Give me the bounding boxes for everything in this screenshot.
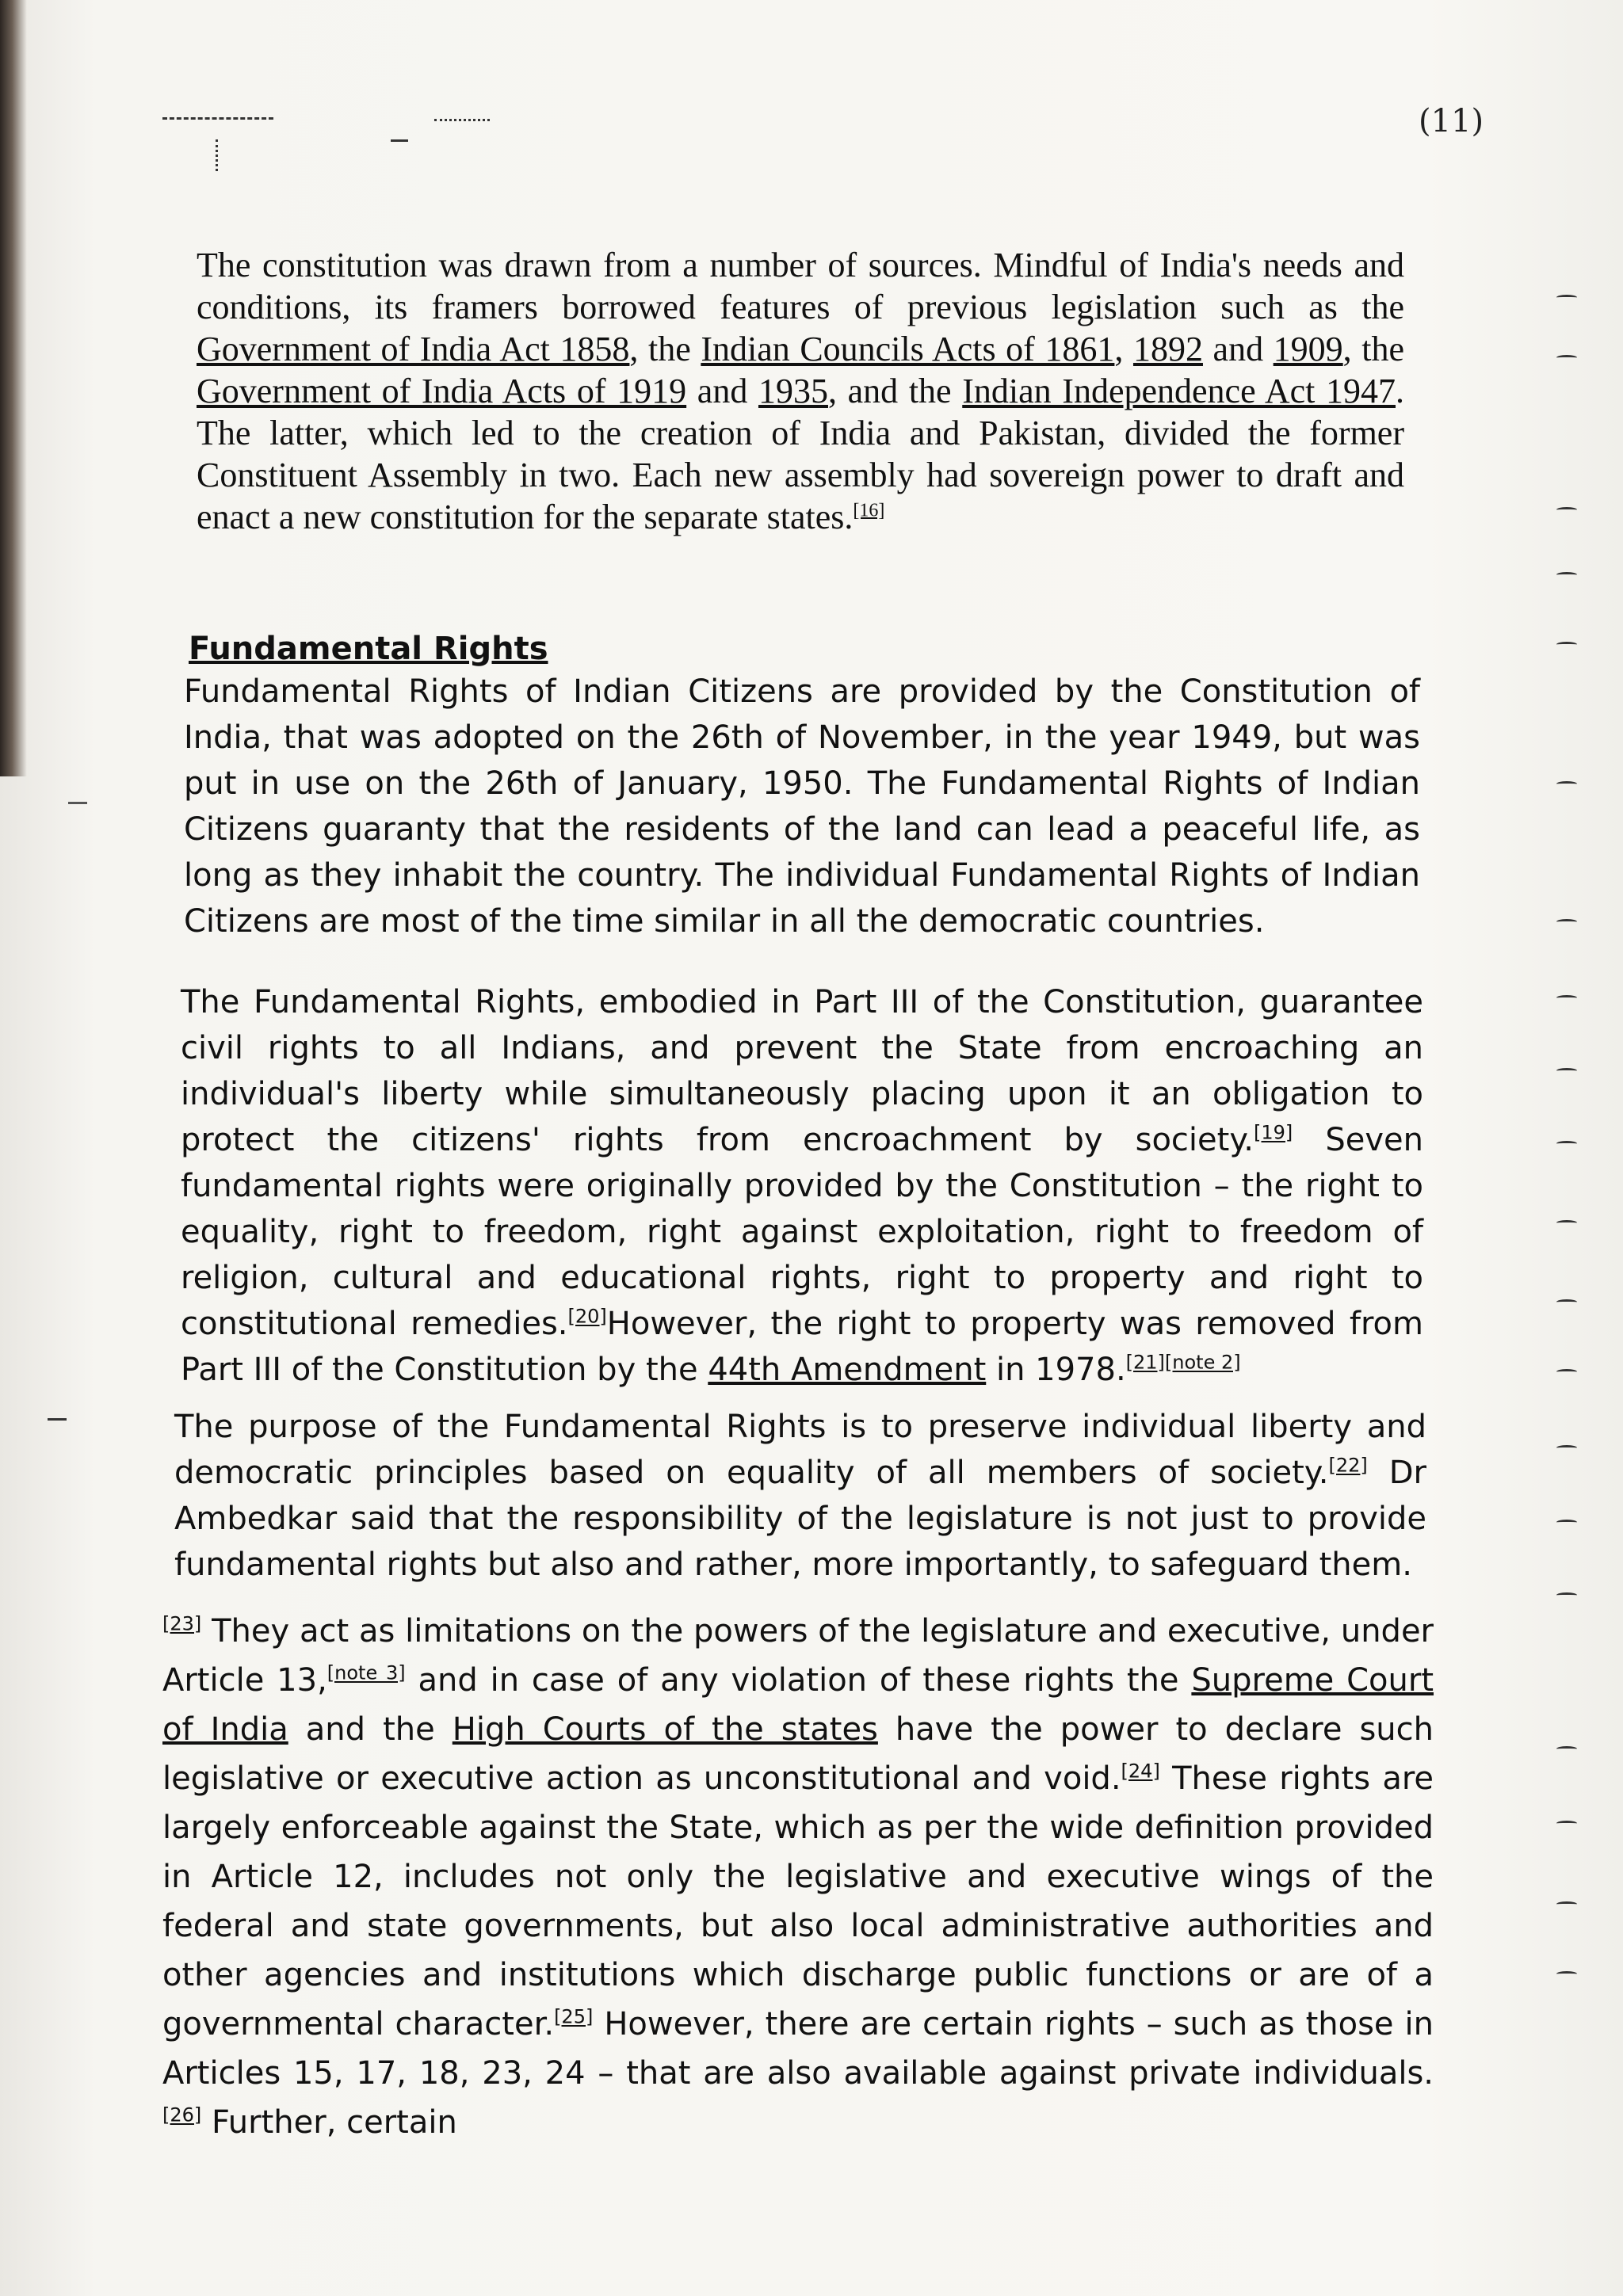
citation-26[interactable]: [26] bbox=[162, 2103, 202, 2126]
citation-22[interactable]: [22] bbox=[1328, 1454, 1368, 1477]
handwritten-mark bbox=[391, 139, 408, 142]
intro-text-part: The constitution was drawn from a number of sources. Mindful of India's needs and conditions, its framers borrowed features of previous legislation such as the bbox=[197, 246, 1404, 326]
margin-mark bbox=[48, 1418, 67, 1421]
citation-19[interactable]: [19] bbox=[1254, 1121, 1293, 1144]
intro-text-part: and bbox=[686, 372, 758, 410]
para-text: Seven fundamental rights were originally provided by the Constitution – the right to equality, right to freedom, right against exploitation, right to freedom of religion, cultural and educational rights, right to property and right to constitutional remedies. bbox=[181, 1122, 1423, 1342]
para-text: Further, certain bbox=[201, 2104, 457, 2141]
intro-paragraph bbox=[197, 244, 1404, 538]
rights-paragraph-3-text bbox=[174, 1404, 1426, 1588]
citation-note-3[interactable]: [note 3] bbox=[327, 1661, 406, 1684]
link-govt-india-acts-1919[interactable]: Government of India Acts of 1919 bbox=[197, 372, 687, 410]
para-text: and the bbox=[288, 1711, 453, 1748]
intro-text-part: , and the bbox=[827, 372, 963, 410]
margin-mark bbox=[1556, 1592, 1577, 1598]
link-1892[interactable]: 1892 bbox=[1132, 330, 1203, 368]
citation-21-note-2[interactable]: [21][note 2] bbox=[1125, 1351, 1241, 1374]
intro-text-part: , bbox=[1114, 330, 1133, 368]
page-number: (11) bbox=[1419, 103, 1484, 139]
rights-paragraph-2 bbox=[181, 979, 1423, 1393]
para-text: However, there are certain rights – such as those in Articles 15, 17, 18, 23, 24 – that are also available against private individuals. bbox=[162, 2006, 1434, 2092]
margin-mark bbox=[1556, 572, 1577, 578]
intro-text-part: , the bbox=[1342, 330, 1404, 368]
intro-text-part: , the bbox=[629, 330, 701, 368]
handwritten-mark bbox=[216, 139, 221, 171]
handwritten-mark bbox=[434, 119, 490, 124]
para-text: They act as limitations on the powers of the legislature and executive, under Article 13, bbox=[162, 1613, 1434, 1699]
intro-text-part: . The latter, which led to the creation of India and Pakistan, divided the former Constituent Assembly in two. Each new assembly had sovereign power to draft and enact a new constitution for the separate states. bbox=[197, 372, 1404, 536]
intro-text-part: and bbox=[1202, 330, 1274, 368]
rights-paragraph-4 bbox=[162, 1607, 1434, 2147]
margin-mark bbox=[1556, 1141, 1577, 1146]
citation-16[interactable]: [16] bbox=[853, 500, 885, 521]
page-edge-shadow bbox=[0, 0, 27, 776]
margin-mark bbox=[1556, 1746, 1577, 1752]
margin-mark bbox=[1556, 295, 1577, 300]
para-text: The Fundamental Rights, embodied in Part III of the Constitution, guarantee civil rights to all Indians, and prevent the State from encroaching an individual's liberty while simultaneously placing upon it an obligation to protect the citizens' rights from encroachment by society. bbox=[181, 984, 1423, 1158]
link-high-courts-of-the-states[interactable]: High Courts of the states bbox=[452, 1711, 878, 1748]
margin-mark bbox=[1556, 995, 1577, 1001]
citation-20[interactable]: [20] bbox=[567, 1305, 607, 1328]
margin-mark bbox=[1556, 919, 1577, 925]
margin-mark bbox=[1556, 1068, 1577, 1074]
citation-23[interactable]: [23] bbox=[162, 1612, 202, 1635]
margin-mark bbox=[1556, 1445, 1577, 1451]
page-number-text: 11 bbox=[1430, 103, 1472, 139]
para-text: Dr Ambedkar said that the responsibility of the legislature is not just to provide fundamental rights but also and rather, more importantly, to safeguard them. bbox=[174, 1455, 1426, 1583]
rights-paragraph-2-text bbox=[181, 979, 1423, 1393]
margin-mark bbox=[1556, 1299, 1577, 1305]
rights-paragraph-3 bbox=[174, 1404, 1426, 1588]
link-govt-india-act-1858[interactable]: Government of India Act 1858 bbox=[197, 330, 630, 368]
citation-25[interactable]: [25] bbox=[554, 2005, 594, 2028]
link-1935[interactable]: 1935 bbox=[758, 372, 828, 410]
margin-mark bbox=[1556, 781, 1577, 787]
rights-paragraph-1-text: Fundamental Rights of Indian Citizens are provided by the Constitution of India, that was adopted on the 26th of November, in the year 1949, but was put in use on the 26th of January, 1950. The Fundamental Rights of Indian Citizens guaranty that the residents of the land can lead a peaceful life, as long as they inhabit the country. The individual Fundamental Rights of Indian Citizens are most of the time similar in all the democratic countries. bbox=[184, 673, 1420, 940]
link-indian-independence-act-1947[interactable]: Indian Independence Act 1947 bbox=[962, 372, 1396, 410]
para-text: and in case of any violation of these rights the bbox=[405, 1662, 1192, 1699]
margin-mark bbox=[1556, 1520, 1577, 1525]
para-text: The purpose of the Fundamental Rights is to preserve individual liberty and democratic principles based on equality of all members of society. bbox=[174, 1409, 1426, 1491]
link-44th-amendment[interactable]: 44th Amendment bbox=[708, 1352, 987, 1388]
margin-mark bbox=[68, 802, 87, 804]
para-text: have the power to declare such legislative or executive action as unconstitutional and void. bbox=[162, 1711, 1434, 1797]
handwritten-mark bbox=[162, 117, 273, 123]
para-text: These rights are largely enforceable against the State, which as per the wide definition provided in Article 12, includes not only the legislative and executive wings of the federal and state governments, but also local administrative authorities and other agencies and institutions which discharge public functions or are of a governmental character. bbox=[162, 1760, 1434, 2042]
rights-paragraph-4-text bbox=[162, 1607, 1434, 2147]
citation-24[interactable]: [24] bbox=[1121, 1760, 1160, 1783]
margin-mark bbox=[1556, 1901, 1577, 1907]
link-indian-councils-acts-1861[interactable]: Indian Councils Acts of 1861 bbox=[701, 330, 1115, 368]
margin-mark bbox=[1556, 1971, 1577, 1977]
link-supreme-court-of-india[interactable]: Supreme Court of India bbox=[162, 1662, 1434, 1748]
para-text: in 1978. bbox=[986, 1352, 1126, 1388]
margin-mark bbox=[1556, 1821, 1577, 1826]
margin-mark bbox=[1556, 1220, 1577, 1226]
rights-paragraph-1 bbox=[184, 669, 1420, 944]
para-text: However, the right to property was removed from Part III of the Constitution by the bbox=[181, 1306, 1423, 1388]
margin-mark bbox=[1556, 507, 1577, 513]
margin-mark bbox=[1556, 355, 1577, 360]
section-heading: Fundamental Rights bbox=[189, 631, 548, 667]
intro-text bbox=[197, 244, 1404, 538]
margin-mark bbox=[1556, 642, 1577, 647]
link-1909[interactable]: 1909 bbox=[1273, 330, 1343, 368]
margin-mark bbox=[1556, 1369, 1577, 1375]
